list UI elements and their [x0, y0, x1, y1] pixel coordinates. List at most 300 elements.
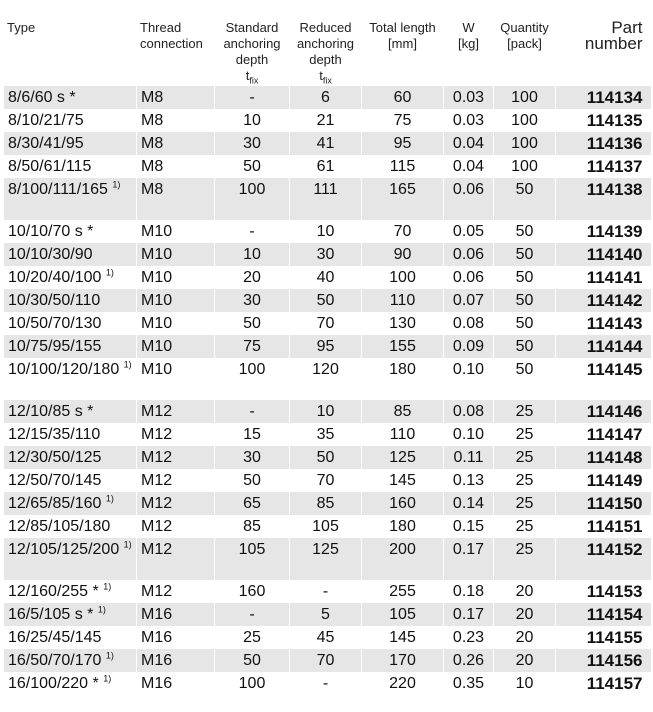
- cell-part-number-value: 114150: [586, 494, 643, 513]
- cell-part-number: [556, 400, 651, 423]
- table-row: [4, 312, 651, 335]
- table-row: [4, 266, 651, 289]
- cell-part-number-value: 114151: [586, 517, 643, 536]
- cell-reduced-depth-value: 6: [321, 89, 330, 106]
- cell-thread: [137, 469, 215, 492]
- cell-standard-depth: [215, 178, 290, 220]
- cell-part-number: [556, 538, 651, 580]
- cell-quantity-value: 50: [515, 292, 534, 309]
- cell-type-value: 8/30/41/95: [8, 135, 84, 152]
- cell-total-length: [362, 649, 444, 672]
- footnote-marker: 1): [97, 604, 106, 615]
- cell-reduced-depth-value: 105: [312, 518, 339, 535]
- cell-type-value: 10/20/40/100: [8, 269, 102, 286]
- table-row: [4, 423, 651, 446]
- cell-total-length-value: 90: [393, 246, 412, 263]
- cell-total-length: [362, 423, 444, 446]
- cell-quantity: [494, 603, 556, 626]
- cell-standard-depth: [215, 243, 290, 266]
- cell-type: [4, 649, 137, 672]
- cell-standard-depth: [215, 446, 290, 469]
- cell-standard-depth: [215, 515, 290, 538]
- cell-reduced-depth: [290, 178, 362, 220]
- cell-weight: [444, 335, 494, 358]
- cell-reduced-depth: [290, 266, 362, 289]
- cell-reduced-depth: [290, 492, 362, 515]
- cell-weight-value: 0.03: [452, 89, 485, 106]
- cell-part-number-value: 114138: [586, 180, 643, 199]
- cell-weight-value: 0.35: [452, 675, 485, 692]
- cell-type: [4, 312, 137, 335]
- cell-part-number-value: 114137: [586, 157, 643, 176]
- cell-quantity: [494, 132, 556, 155]
- cell-quantity: [494, 155, 556, 178]
- cell-thread-value: M12: [141, 583, 173, 600]
- cell-quantity-value: 50: [515, 315, 534, 332]
- cell-total-length-value: 130: [389, 315, 416, 332]
- cell-reduced-depth: [290, 400, 362, 423]
- cell-quantity-value: 25: [515, 495, 534, 512]
- cell-type: [4, 132, 137, 155]
- cell-standard-depth: [215, 289, 290, 312]
- cell-thread-value: M8: [141, 89, 164, 106]
- header-row: [4, 14, 651, 86]
- cell-reduced-depth-value: 70: [316, 472, 335, 489]
- cell-standard-depth-value: 20: [243, 269, 261, 286]
- cell-part-number-value: 114139: [586, 222, 643, 241]
- cell-total-length: [362, 469, 444, 492]
- cell-type-value: 8/10/21/75: [8, 112, 84, 129]
- cell-reduced-depth: [290, 580, 362, 603]
- cell-weight-value: 0.17: [452, 541, 485, 558]
- cell-thread-value: M10: [141, 246, 173, 263]
- table-row: [4, 400, 651, 423]
- cell-reduced-depth: [290, 86, 362, 109]
- cell-part-number: [556, 672, 651, 695]
- cell-type-value: 10/100/120/180: [8, 361, 120, 378]
- cell-reduced-depth-value: 35: [316, 426, 335, 443]
- cell-weight: [444, 515, 494, 538]
- cell-quantity: [494, 492, 556, 515]
- cell-thread: [137, 446, 215, 469]
- cell-thread-value: M10: [141, 292, 173, 309]
- footnote-marker: 1): [105, 650, 114, 661]
- cell-reduced-depth: [290, 289, 362, 312]
- cell-type-value: 10/75/95/155: [8, 338, 102, 355]
- cell-reduced-depth-value: -: [322, 583, 329, 600]
- cell-total-length: [362, 178, 444, 220]
- cell-part-number: [556, 358, 651, 400]
- cell-type-value: 10/10/30/90: [8, 246, 93, 263]
- cell-total-length-value: 75: [393, 112, 412, 129]
- cell-thread: [137, 538, 215, 580]
- cell-thread: [137, 358, 215, 400]
- cell-type-value: 10/10/70 s *: [8, 223, 94, 240]
- cell-quantity-value: 25: [515, 426, 534, 443]
- cell-weight-value: 0.05: [452, 223, 485, 240]
- cell-standard-depth: [215, 649, 290, 672]
- cell-standard-depth-value: 100: [238, 675, 266, 692]
- cell-quantity-value: 10: [515, 675, 534, 692]
- cell-quantity-value: 20: [515, 583, 534, 600]
- cell-type-value: 16/25/45/145: [8, 629, 102, 646]
- cell-total-length-value: 105: [389, 606, 416, 623]
- cell-type-value: 8/50/61/115: [8, 158, 92, 175]
- cell-part-number: [556, 132, 651, 155]
- cell-part-number: [556, 220, 651, 243]
- cell-thread-value: M8: [141, 181, 164, 198]
- cell-part-number-value: 114143: [586, 314, 643, 333]
- cell-part-number-value: 114152: [586, 540, 643, 559]
- cell-quantity-value: 100: [511, 158, 538, 175]
- cell-quantity: [494, 289, 556, 312]
- cell-total-length: [362, 492, 444, 515]
- cell-quantity: [494, 109, 556, 132]
- cell-reduced-depth-value: 30: [316, 246, 335, 263]
- cell-type-value: 10/30/50/110: [8, 292, 101, 309]
- cell-standard-depth-value: 160: [238, 583, 266, 600]
- cell-type: [4, 446, 137, 469]
- cell-standard-depth: [215, 155, 290, 178]
- cell-standard-depth-value: 30: [243, 449, 261, 466]
- table-row: [4, 603, 651, 626]
- cell-thread-value: M12: [141, 403, 173, 420]
- table-row: [4, 515, 651, 538]
- cell-type: [4, 626, 137, 649]
- header-quantity: Quantity [pack]: [494, 14, 556, 86]
- cell-quantity-value: 100: [511, 89, 538, 106]
- cell-thread: [137, 672, 215, 695]
- cell-total-length-value: 200: [389, 541, 416, 558]
- cell-part-number: [556, 266, 651, 289]
- cell-standard-depth: [215, 423, 290, 446]
- cell-total-length: [362, 132, 444, 155]
- cell-total-length: [362, 312, 444, 335]
- cell-reduced-depth-value: 40: [316, 269, 335, 286]
- cell-total-length-value: 125: [389, 449, 416, 466]
- cell-standard-depth: [215, 603, 290, 626]
- cell-standard-depth-value: 15: [243, 426, 261, 443]
- cell-total-length: [362, 626, 444, 649]
- cell-total-length: [362, 603, 444, 626]
- cell-quantity-value: 25: [515, 403, 534, 420]
- cell-part-number-value: 114154: [586, 605, 643, 624]
- cell-type: [4, 538, 137, 580]
- cell-total-length: [362, 266, 444, 289]
- cell-quantity-value: 20: [515, 606, 534, 623]
- cell-reduced-depth: [290, 423, 362, 446]
- cell-weight-value: 0.03: [452, 112, 485, 129]
- cell-type: [4, 266, 137, 289]
- cell-total-length-value: 170: [389, 652, 416, 669]
- cell-type: [4, 86, 137, 109]
- anchor-table: [3, 14, 651, 695]
- cell-thread-value: M8: [141, 112, 164, 129]
- cell-total-length-value: 220: [389, 675, 416, 692]
- cell-thread-value: M12: [141, 518, 173, 535]
- cell-reduced-depth: [290, 155, 362, 178]
- table-row: [4, 86, 651, 109]
- cell-standard-depth: [215, 626, 290, 649]
- cell-quantity: [494, 672, 556, 695]
- cell-part-number-value: 114134: [586, 88, 643, 107]
- cell-quantity: [494, 312, 556, 335]
- cell-thread-value: M10: [141, 223, 173, 240]
- cell-part-number: [556, 515, 651, 538]
- table-row: [4, 335, 651, 358]
- table-row: [4, 492, 651, 515]
- cell-reduced-depth-value: -: [322, 675, 329, 692]
- cell-quantity: [494, 220, 556, 243]
- cell-quantity: [494, 335, 556, 358]
- cell-part-number: [556, 86, 651, 109]
- cell-thread: [137, 86, 215, 109]
- cell-weight: [444, 266, 494, 289]
- cell-thread-value: M12: [141, 472, 173, 489]
- cell-part-number-value: 114145: [586, 360, 643, 379]
- cell-weight: [444, 672, 494, 695]
- cell-standard-depth: [215, 492, 290, 515]
- cell-part-number-value: 114142: [586, 291, 643, 310]
- cell-total-length: [362, 335, 444, 358]
- cell-total-length-value: 70: [393, 223, 412, 240]
- table-row: [4, 469, 651, 492]
- cell-standard-depth-value: -: [249, 403, 255, 420]
- cell-part-number-value: 114157: [586, 674, 643, 693]
- cell-total-length: [362, 515, 444, 538]
- cell-standard-depth-value: 30: [243, 292, 261, 309]
- cell-type: [4, 220, 137, 243]
- cell-part-number: [556, 469, 651, 492]
- cell-weight-value: 0.07: [452, 292, 485, 309]
- cell-standard-depth-value: 100: [238, 361, 266, 378]
- cell-thread: [137, 243, 215, 266]
- cell-reduced-depth-value: 50: [316, 292, 335, 309]
- cell-standard-depth: [215, 400, 290, 423]
- cell-quantity-value: 20: [515, 629, 534, 646]
- cell-part-number: [556, 423, 651, 446]
- cell-total-length-value: 60: [393, 89, 412, 106]
- cell-standard-depth: [215, 358, 290, 400]
- cell-total-length: [362, 400, 444, 423]
- cell-reduced-depth-value: 41: [316, 135, 335, 152]
- cell-total-length-value: 180: [389, 361, 416, 378]
- cell-reduced-depth-value: 70: [316, 652, 335, 669]
- cell-weight: [444, 446, 494, 469]
- header-weight: W [kg]: [444, 14, 494, 86]
- cell-thread-value: M12: [141, 495, 173, 512]
- cell-type-value: 16/5/105 s *: [8, 606, 94, 623]
- table-row: [4, 580, 651, 603]
- cell-thread-value: M16: [141, 606, 173, 623]
- cell-standard-depth-value: 30: [243, 135, 261, 152]
- cell-total-length-value: 95: [393, 135, 412, 152]
- cell-thread: [137, 649, 215, 672]
- cell-part-number: [556, 178, 651, 220]
- cell-part-number: [556, 243, 651, 266]
- cell-thread: [137, 400, 215, 423]
- cell-quantity: [494, 266, 556, 289]
- cell-weight: [444, 155, 494, 178]
- cell-standard-depth-value: 10: [243, 246, 261, 263]
- cell-quantity-value: 50: [515, 223, 534, 240]
- cell-total-length: [362, 672, 444, 695]
- cell-thread: [137, 423, 215, 446]
- cell-thread: [137, 626, 215, 649]
- cell-type: [4, 109, 137, 132]
- cell-weight-value: 0.13: [452, 472, 485, 489]
- cell-thread: [137, 220, 215, 243]
- cell-quantity-value: 100: [511, 135, 538, 152]
- table-header: [4, 14, 651, 86]
- cell-weight: [444, 243, 494, 266]
- cell-quantity: [494, 358, 556, 400]
- table-row: [4, 109, 651, 132]
- table-row: [4, 538, 651, 580]
- cell-weight-value: 0.06: [452, 269, 485, 286]
- table-row: [4, 626, 651, 649]
- cell-weight-value: 0.06: [452, 181, 485, 198]
- cell-reduced-depth-value: 21: [316, 112, 335, 129]
- cell-total-length-value: 155: [389, 338, 416, 355]
- cell-standard-depth-value: -: [249, 223, 255, 240]
- cell-type: [4, 580, 137, 603]
- cell-part-number: [556, 603, 651, 626]
- cell-type: [4, 423, 137, 446]
- cell-reduced-depth: [290, 538, 362, 580]
- cell-total-length: [362, 446, 444, 469]
- cell-part-number: [556, 492, 651, 515]
- cell-type: [4, 672, 137, 695]
- table-row: [4, 155, 651, 178]
- cell-weight: [444, 603, 494, 626]
- cell-part-number-value: 114155: [586, 628, 643, 647]
- cell-reduced-depth: [290, 672, 362, 695]
- table-row: [4, 649, 651, 672]
- cell-type-value: 12/85/105/180: [8, 518, 111, 535]
- cell-part-number: [556, 312, 651, 335]
- cell-part-number-value: 114156: [586, 651, 643, 670]
- cell-standard-depth: [215, 86, 290, 109]
- footnote-marker: 1): [112, 179, 121, 190]
- cell-total-length-value: 255: [389, 583, 416, 600]
- cell-reduced-depth: [290, 446, 362, 469]
- cell-standard-depth: [215, 672, 290, 695]
- cell-quantity-value: 25: [515, 449, 534, 466]
- table-body: [4, 86, 651, 695]
- header-part-number: Part number: [556, 14, 651, 86]
- cell-total-length-value: 160: [389, 495, 416, 512]
- table-row: [4, 132, 651, 155]
- cell-weight: [444, 580, 494, 603]
- cell-part-number: [556, 335, 651, 358]
- cell-total-length-value: 180: [389, 518, 416, 535]
- cell-weight-value: 0.18: [452, 583, 485, 600]
- cell-weight-value: 0.15: [452, 518, 485, 535]
- header-type: Type: [4, 14, 137, 86]
- cell-reduced-depth: [290, 649, 362, 672]
- cell-type-value: 12/30/50/125: [8, 449, 102, 466]
- cell-thread-value: M10: [141, 338, 173, 355]
- cell-total-length-value: 165: [389, 181, 416, 198]
- cell-part-number-value: 114136: [586, 134, 643, 153]
- cell-reduced-depth-value: 95: [316, 338, 335, 355]
- cell-part-number: [556, 580, 651, 603]
- cell-type-value: 12/105/125/200: [8, 541, 120, 558]
- cell-reduced-depth-value: 125: [312, 541, 339, 558]
- cell-part-number: [556, 626, 651, 649]
- cell-part-number-value: 114149: [586, 471, 643, 490]
- cell-weight: [444, 492, 494, 515]
- cell-total-length-value: 115: [389, 158, 416, 175]
- cell-weight: [444, 358, 494, 400]
- cell-quantity: [494, 423, 556, 446]
- cell-weight-value: 0.14: [452, 495, 485, 512]
- cell-part-number-value: 114153: [586, 582, 643, 601]
- table-row: [4, 672, 651, 695]
- cell-type: [4, 289, 137, 312]
- cell-quantity-value: 25: [515, 518, 534, 535]
- table-row: [4, 358, 651, 400]
- cell-standard-depth: [215, 538, 290, 580]
- cell-weight: [444, 649, 494, 672]
- cell-reduced-depth: [290, 515, 362, 538]
- cell-quantity: [494, 649, 556, 672]
- cell-quantity-value: 25: [515, 541, 534, 558]
- cell-quantity: [494, 515, 556, 538]
- cell-quantity: [494, 469, 556, 492]
- cell-weight: [444, 626, 494, 649]
- footnote-marker: 1): [103, 673, 112, 684]
- cell-standard-depth: [215, 312, 290, 335]
- cell-part-number: [556, 446, 651, 469]
- cell-type: [4, 243, 137, 266]
- cell-reduced-depth-value: 50: [316, 449, 335, 466]
- cell-quantity: [494, 86, 556, 109]
- cell-thread: [137, 335, 215, 358]
- footnote-marker: 1): [105, 493, 114, 504]
- cell-part-number-value: 114148: [586, 448, 643, 467]
- cell-thread-value: M16: [141, 629, 173, 646]
- cell-reduced-depth-value: 85: [316, 495, 335, 512]
- cell-total-length: [362, 538, 444, 580]
- cell-total-length: [362, 243, 444, 266]
- cell-quantity: [494, 538, 556, 580]
- cell-quantity-value: 50: [515, 246, 534, 263]
- cell-total-length: [362, 289, 444, 312]
- cell-reduced-depth: [290, 243, 362, 266]
- cell-quantity: [494, 626, 556, 649]
- cell-weight: [444, 538, 494, 580]
- cell-weight: [444, 312, 494, 335]
- cell-reduced-depth-value: 120: [312, 361, 339, 378]
- cell-thread-value: M10: [141, 269, 173, 286]
- cell-standard-depth-value: 50: [243, 472, 261, 489]
- cell-type-value: 10/50/70/130: [8, 315, 102, 332]
- cell-total-length: [362, 155, 444, 178]
- cell-total-length: [362, 580, 444, 603]
- cell-standard-depth: [215, 469, 290, 492]
- cell-part-number-value: 114141: [586, 268, 643, 287]
- cell-reduced-depth: [290, 603, 362, 626]
- cell-weight: [444, 220, 494, 243]
- cell-type: [4, 492, 137, 515]
- cell-part-number-value: 114147: [586, 425, 643, 444]
- cell-type: [4, 155, 137, 178]
- cell-thread-value: M16: [141, 652, 173, 669]
- cell-weight: [444, 423, 494, 446]
- cell-quantity: [494, 580, 556, 603]
